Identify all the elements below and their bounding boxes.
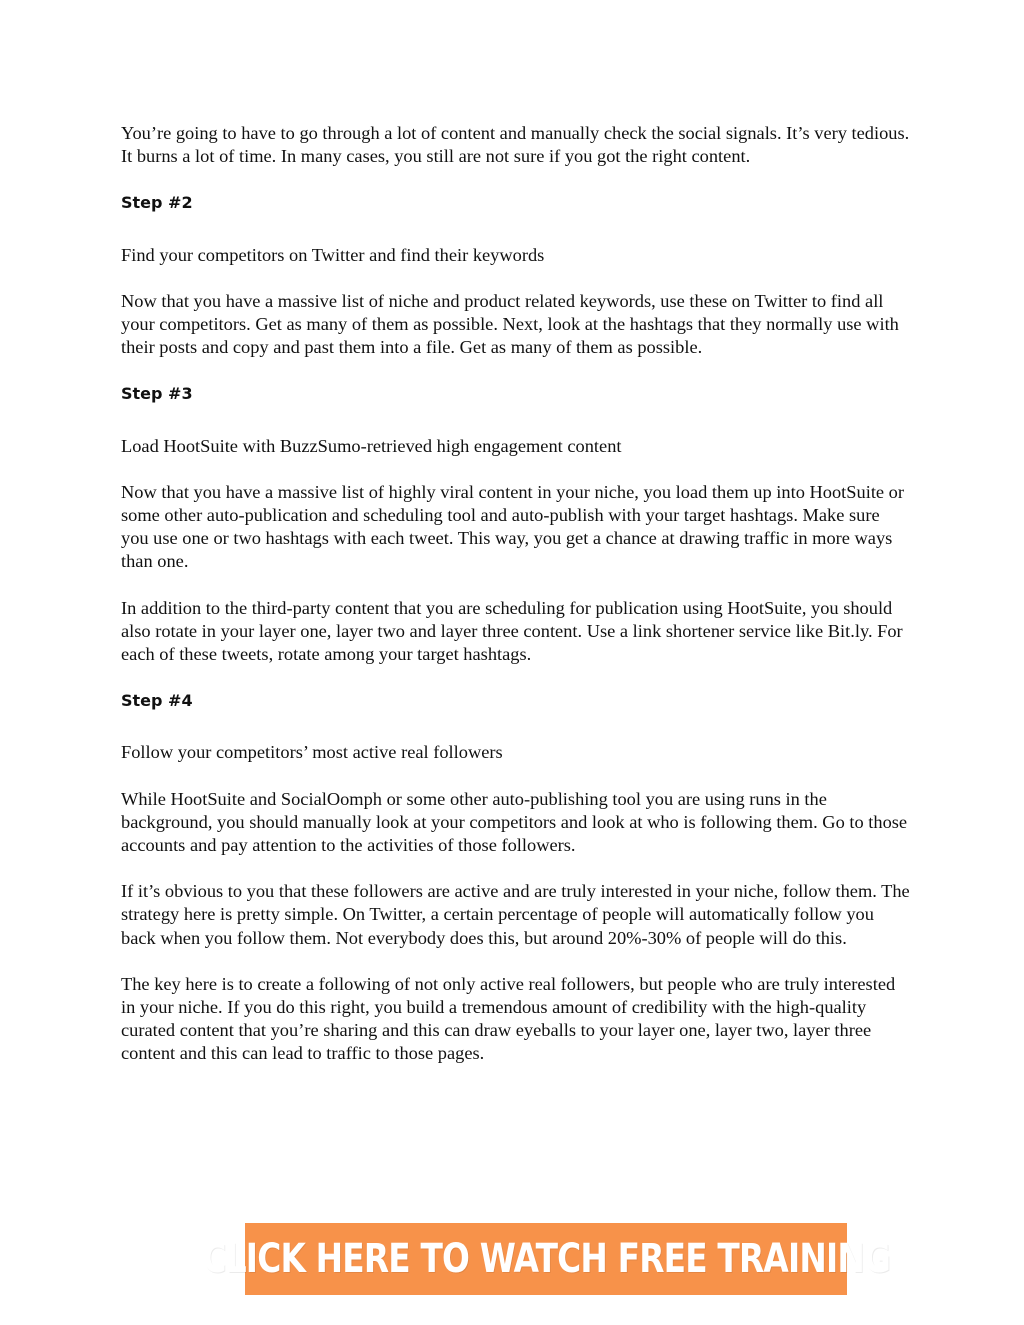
watch-free-training-button[interactable] [202,1223,890,1295]
paragraph-step-2-title: Find your competitors on Twitter and find their keywords [121,244,545,265]
paragraph-step-3-body: Now that you have a massive list of highly viral content in your niche, you load them up into HootSuite or some other auto-publication and scheduling tool and auto-publish with your target hashtags. Make sure you use one or two hashtags with each tweet. This way, you get a chance at drawing traffic in more ways than one. [121,481,905,572]
paragraph-step-4-body-2: If it’s obvious to you that these followers are active and are truly interested in your niche, follow them. The strategy here is pretty simple. On Twitter, a certain percentage of people will automatically follow you back when you follow them. Not everybody does this, but around 20%-30% of people will do this. [121,881,910,948]
document-body [121,122,911,1089]
paragraph-step-4-body-3: The key here is to create a following of not only active real followers, but people who are truly interested in your niche. If you do this right, you build a tremendous amount of credibility with the high-quality curated content that you’re sharing and this can draw eyeballs to your layer one, layer two, layer three content and this can lead to traffic to those pages. [121,973,896,1064]
heading-step-4: Step #4 [121,691,193,711]
heading-step-3: Step #3 [121,384,193,404]
paragraph-step-3-body-2: In addition to the third-party content that you are scheduling for publication using HootSuite, you should also rotate in your layer one, layer two and layer three content. Use a link shortener service like Bit.ly. For each of these tweets, rotate among your target hashtags. [121,597,903,665]
watch-free-training-label: CLICK HERE TO WATCH FREE TRAINING [202,1236,890,1282]
paragraph-step-4-title: Follow your competitors’ most active real followers [121,742,503,763]
paragraph-intro: You’re going to have to go through a lot of content and manually check the social signals. It’s very tedious. It burns a lot of time. In many cases, you still are not sure if you got the right content. [121,123,910,167]
paragraph-step-3-title: Load HootSuite with BuzzSumo-retrieved high engagement content [121,435,622,456]
paragraph-step-2-body: Now that you have a massive list of niche and product related keywords, use these on Twitter to find all your competitors. Get as many of them as possible. Next, look at the hashtags that they normally use with their posts and copy and past them into a file. Get as many of them as possible. [121,290,899,358]
heading-step-2: Step #2 [121,193,193,213]
paragraph-step-4-body: While HootSuite and SocialOomph or some other auto-publishing tool you are using runs in the background, you should manually look at your competitors and look at who is following them. Go to those accounts and pay attention to the activities of those followers. [121,788,908,856]
